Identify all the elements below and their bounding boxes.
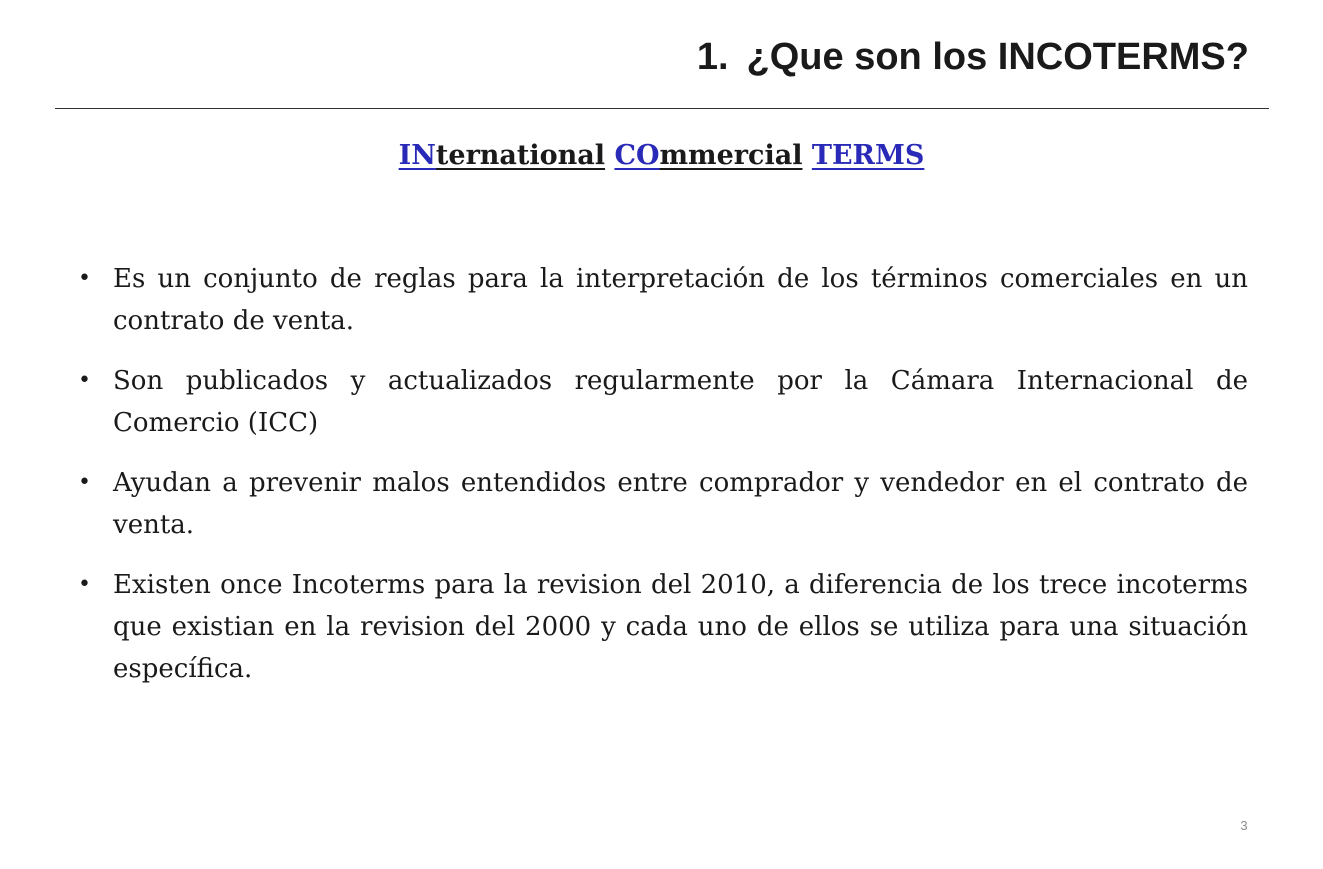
bullet-text: Son publicados y actualizados regularmente por la Cámara Internacional de Comercio (ICC) (113, 366, 1248, 438)
bullet-dot-icon: • (78, 572, 91, 597)
subtitle-highlight-in: IN (398, 140, 436, 171)
bullet-item (78, 258, 1248, 342)
title-divider (55, 108, 1269, 109)
bullet-list (78, 258, 1248, 708)
subtitle-rest-mmercial: mmercial (659, 140, 803, 171)
bullet-text: Existen once Incoterms para la revision del 2010, a diferencia de los trece incoterms que existian en la revision del 2000 y cada uno de ellos se utiliza para una situación específica. (113, 570, 1248, 684)
subtitle-highlight-terms: TERMS (811, 140, 925, 171)
title-text: ¿Que son los INCOTERMS? (746, 36, 1249, 78)
bullet-item (78, 462, 1248, 546)
subtitle-rest-ternational: ternational (435, 140, 606, 171)
bullet-dot-icon: • (78, 368, 91, 393)
bullet-item (78, 564, 1248, 690)
page-number: 3 (1240, 818, 1248, 833)
bullet-text: Es un conjunto de reglas para la interpretación de los términos comerciales en un contrato de venta. (113, 264, 1248, 336)
slide-title (697, 33, 1249, 81)
subtitle-highlight-co: CO (614, 140, 660, 171)
bullet-text: Ayudan a prevenir malos entendidos entre comprador y vendedor en el contrato de venta. (113, 468, 1248, 540)
title-number: 1. (696, 36, 729, 78)
bullet-dot-icon: • (78, 266, 91, 291)
bullet-dot-icon: • (78, 470, 91, 495)
bullet-item (78, 360, 1248, 444)
subtitle (0, 136, 1323, 176)
